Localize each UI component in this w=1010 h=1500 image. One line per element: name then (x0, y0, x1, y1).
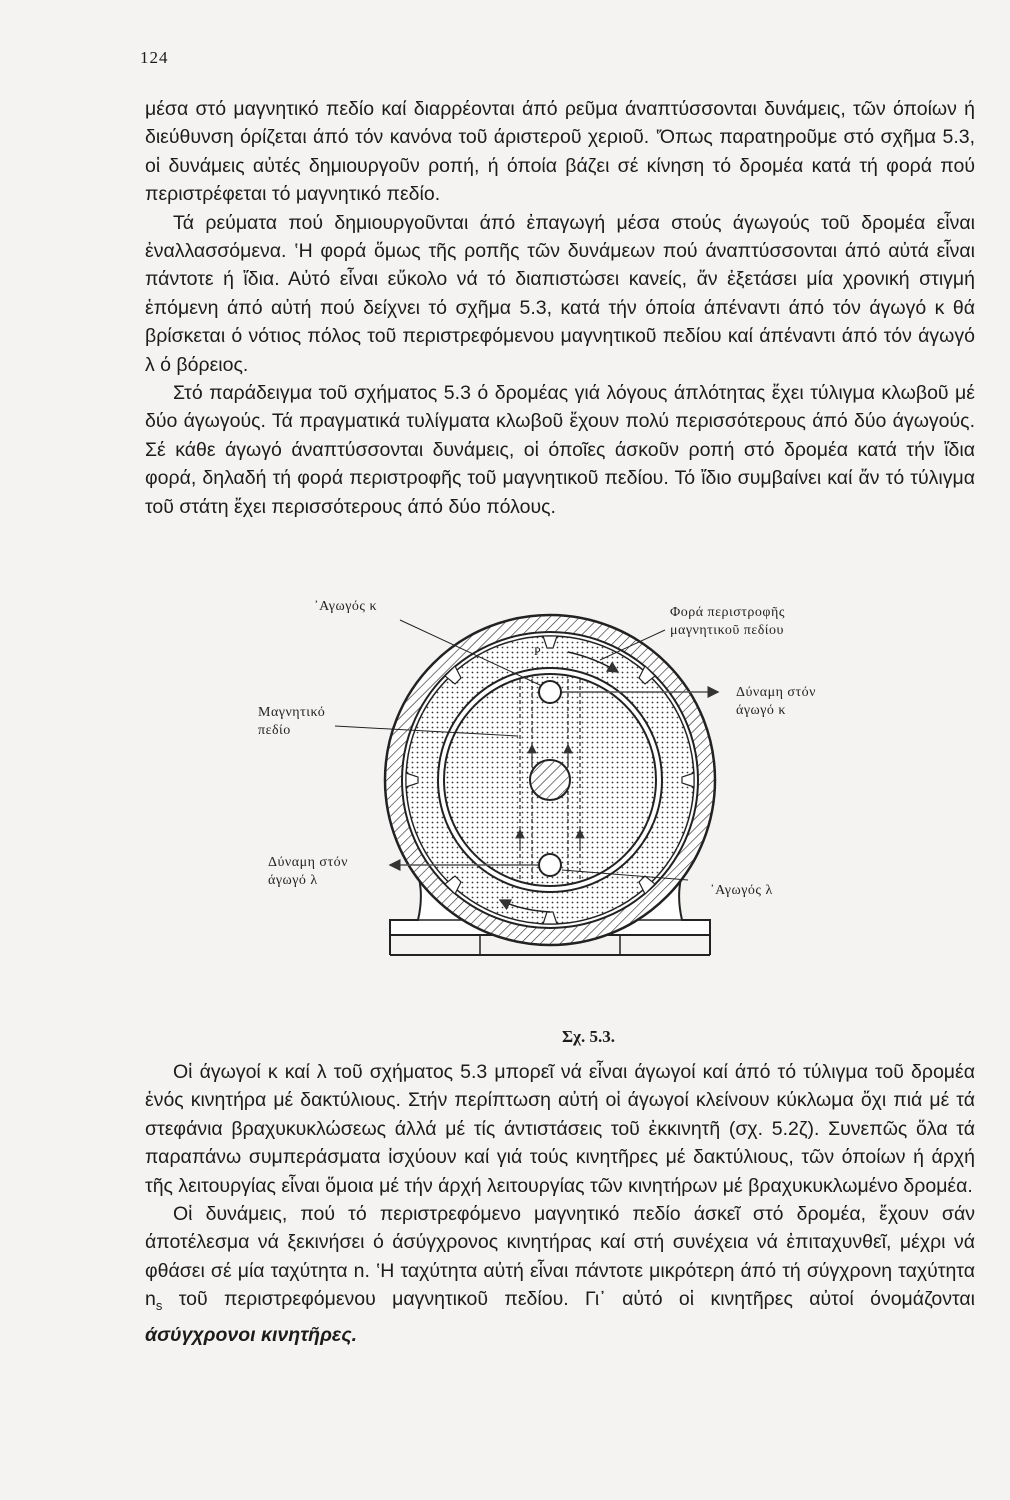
emphasis-async-motors: άσύγχρονοι κινητῆρες. (145, 1323, 358, 1346)
paragraph: μέσα στό μαγνητικό πεδίο καί διαρρέονται άπό ρεῦμα άναπτύσσονται δυνάμεις, τῶν όποίων ή διεύθυνση όρίζεται άπό τόν κανόνα τοῦ άριστεροῦ χεριοῦ. ‛Όπως παρατηροῦμε στό σχῆμα 5.3, οἱ δυνάμεις αὐτές δημιουργοῦν ροπή, ή όποία βάζει σέ κίνηση τό δρομέα κατά τή φορά πού περιστρέφεται τό μαγνητικό πεδίο. (145, 98, 975, 206)
page-number: 124 (140, 48, 169, 67)
label-magnetic-field-line2: πεδίο (258, 723, 291, 738)
conductor-k (539, 681, 561, 703)
label-force-l-line1: Δύναμη στόν (268, 855, 348, 870)
figure-caption: Σχ. 5.3. (562, 1027, 615, 1046)
motor-figure (250, 590, 890, 970)
motor-diagram (250, 590, 890, 970)
label-rotation-direction-line1: Φορά περιστροφῆς (670, 605, 785, 620)
paragraph: Στό παράδειγμα τοῦ σχήματος 5.3 ό δρομέας γιά λόγους άπλότητας ἔχει τύλιγμα κλωβοῦ μέ δύο άγωγούς. Τά πραγματικά τυλίγματα κλωβοῦ ἔχουν πολύ περισσότερους άπό δύο άγωγούς. Σέ κάθε άγωγό άναπτύσσονται δυνάμεις, οἱ όποῖες άσκοῦν ροπή στό δρομέα κατά τήν ἴδια φορά, δηλαδή τή φορά περιστροφῆς τοῦ μαγνητικοῦ πεδίου. Τό ἴδιο συμβαίνει καί ἄν τό τύλιγμα τοῦ στάτη ἔχει περισσότερους άπό δύο πόλους. (145, 382, 975, 518)
text-block-top (145, 95, 975, 521)
text-block-bottom (145, 1058, 975, 1349)
label-rotation-direction-line2: μαγνητικοῦ πεδίου (670, 623, 784, 638)
rotor-shaft (530, 760, 570, 800)
paragraph-last-text: Οἱ δυνάμεις, πού τό περιστρεφόμενο μαγνητικό πεδίο άσκεῖ στό δρομέα, ἔχουν σάν άποτέλεσμα νά ξεκινήσει ό άσύγχρονος κινητήρας καί στή συνέχεια νά ἐπιταχυνθεῖ, μέχρι νά φθάσει σέ μία ταχύτητα n. ‛Η ταχύτητα αὐτή εἶναι πάντοτε μικρότερη άπό τή σύγχρονη ταχύτητα n (145, 1203, 975, 1311)
label-pole-p: P (534, 644, 542, 658)
label-conductor-k: ᾿Αγωγός κ (314, 599, 377, 614)
subscript-s: s (155, 1298, 163, 1314)
paragraph-last-text-after: τοῦ περιστρεφόμενου μαγνητικοῦ πεδίου. Γι᾿ αὐτό οἱ κινητῆρες αὐτοί όνομάζονται (162, 1288, 975, 1311)
paragraph-last (145, 1200, 975, 1349)
label-conductor-l: ᾿Αγωγός λ (710, 883, 773, 898)
label-force-k-line1: Δύναμη στόν (736, 685, 816, 700)
label-force-l-line2: άγωγό λ (268, 873, 318, 888)
paragraph: Οἱ άγωγοί κ καί λ τοῦ σχήματος 5.3 μπορεῖ νά εἶναι άγωγοί καί άπό τό τύλιγμα τοῦ δρομέα ἑνός κινητήρα μέ δακτύλιους. Στήν περίπτωση αὐτή οἱ άγωγοί κλείνουν κύκλωμα ὄχι πιά μέ τά στεφάνια βραχυκυκλώσεως άλλά μέ τίς άντιστάσεις τοῦ ἐκκινητῆ (σχ. 5.2ζ). Συνεπῶς ὅλα τά παραπάνω συμπεράσματα ἰσχύουν καί γιά τούς κινητῆρες μέ δακτύλιους, τῶν όποίων ή άρχή τῆς λειτουργίας εἶναι ὅμοια μέ τήν άρχή λειτουργίας τῶν κινητήρων μέ βραχυκυκλωμένο δρομέα. (145, 1061, 975, 1197)
paragraph: Τά ρεύματα πού δημιουργοῦνται άπό ἐπαγωγή μέσα στούς άγωγούς τοῦ δρομέα εἶναι ἐναλλασσόμενα. ‛Η φορά ὅμως τῆς ροπῆς τῶν δυνάμεων πού άναπτύσσονται άπό αὐτά εἶναι πάντοτε ή ἴδια. Αὐτό εἶναι εὔκολο νά τό διαπιστώσει κανείς, ἄν ἐξετάσει μία χρονική στιγμή ἑπόμενη άπό αὐτή πού δείχνει τό σχῆμα 5.3, κατά τήν όποία άπέναντι άπό τόν άγωγό κ θά βρίσκεται ό νότιος πόλος τοῦ περιστρεφόμενου μαγνητικοῦ πεδίου καί άπέναντι άπό τόν άγωγό λ ό βόρειος. (145, 211, 975, 376)
label-force-k-line2: άγωγό κ (736, 703, 786, 718)
conductor-l (539, 854, 561, 876)
label-magnetic-field-line1: Μαγνητικό (258, 705, 326, 720)
